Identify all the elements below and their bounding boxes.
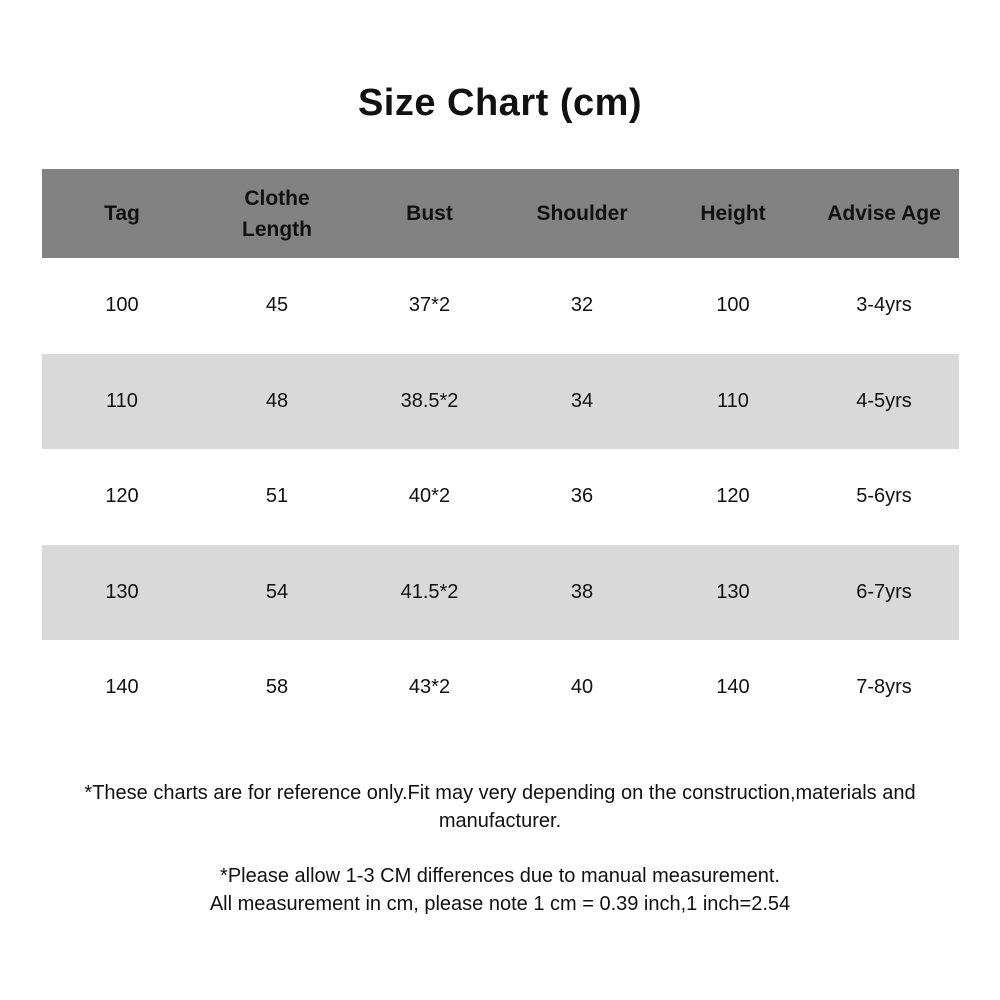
table-row — [42, 354, 959, 450]
cell-advise-age: 6-7yrs — [856, 580, 912, 603]
cell-shoulder: 32 — [570, 294, 594, 317]
cell-bust: 37*2 — [408, 294, 451, 317]
cell-clothe-length: 48 — [265, 389, 289, 412]
cell-advise-age: 4-5yrs — [856, 389, 912, 412]
cell-tag: 100 — [105, 294, 139, 317]
cell-tag: 120 — [105, 485, 139, 508]
cell-clothe-length: 54 — [265, 580, 289, 603]
cell-clothe-length: 51 — [265, 485, 289, 508]
cell-height: 110 — [717, 389, 749, 412]
header-bust: Bust — [406, 202, 453, 225]
cell-shoulder: 38 — [570, 580, 594, 603]
header-advise-age: Advise Age — [827, 202, 941, 225]
cell-shoulder: 34 — [570, 389, 594, 412]
reference-note — [0, 779, 1000, 835]
cell-advise-age: 5-6yrs — [856, 485, 912, 508]
header-height: Height — [700, 202, 766, 225]
cell-height: 130 — [716, 580, 750, 603]
cell-clothe-length: 58 — [265, 676, 289, 699]
header-shoulder: Shoulder — [536, 202, 628, 225]
reference-note-line-2: manufacturer. — [438, 810, 562, 832]
table-row — [42, 545, 959, 641]
reference-note-line-1: *These charts are for reference only.Fit may very depending on the construction,materials and — [84, 782, 916, 804]
cell-tag: 130 — [105, 580, 139, 603]
cell-bust: 41.5*2 — [400, 580, 459, 603]
table-row — [42, 258, 959, 354]
header-clothe-length: Clothe Length — [242, 186, 312, 241]
cell-clothe-length: 45 — [265, 294, 289, 317]
cell-shoulder: 40 — [570, 676, 594, 699]
size-table — [42, 169, 959, 736]
cell-shoulder: 36 — [570, 485, 594, 508]
table-header-row — [42, 169, 959, 258]
cell-bust: 40*2 — [408, 485, 451, 508]
cell-tag: 140 — [105, 676, 139, 699]
measurement-note-line-1: *Please allow 1-3 CM differences due to manual measurement. — [220, 865, 780, 887]
cell-height: 120 — [716, 485, 750, 508]
cell-height: 100 — [716, 294, 750, 317]
table-row — [42, 640, 959, 736]
header-tag: Tag — [104, 202, 140, 225]
cell-bust: 43*2 — [408, 676, 451, 699]
measurement-note-line-2: All measurement in cm, please note 1 cm = 0.39 inch,1 inch=2.54 — [209, 893, 791, 915]
cell-bust: 38.5*2 — [400, 389, 459, 412]
cell-height: 140 — [716, 676, 750, 699]
table-row — [42, 449, 959, 545]
cell-tag: 110 — [106, 389, 138, 412]
cell-advise-age: 3-4yrs — [856, 294, 912, 317]
measurement-note — [0, 862, 1000, 918]
chart-title: Size Chart (cm) — [357, 82, 643, 124]
cell-advise-age: 7-8yrs — [856, 676, 912, 699]
